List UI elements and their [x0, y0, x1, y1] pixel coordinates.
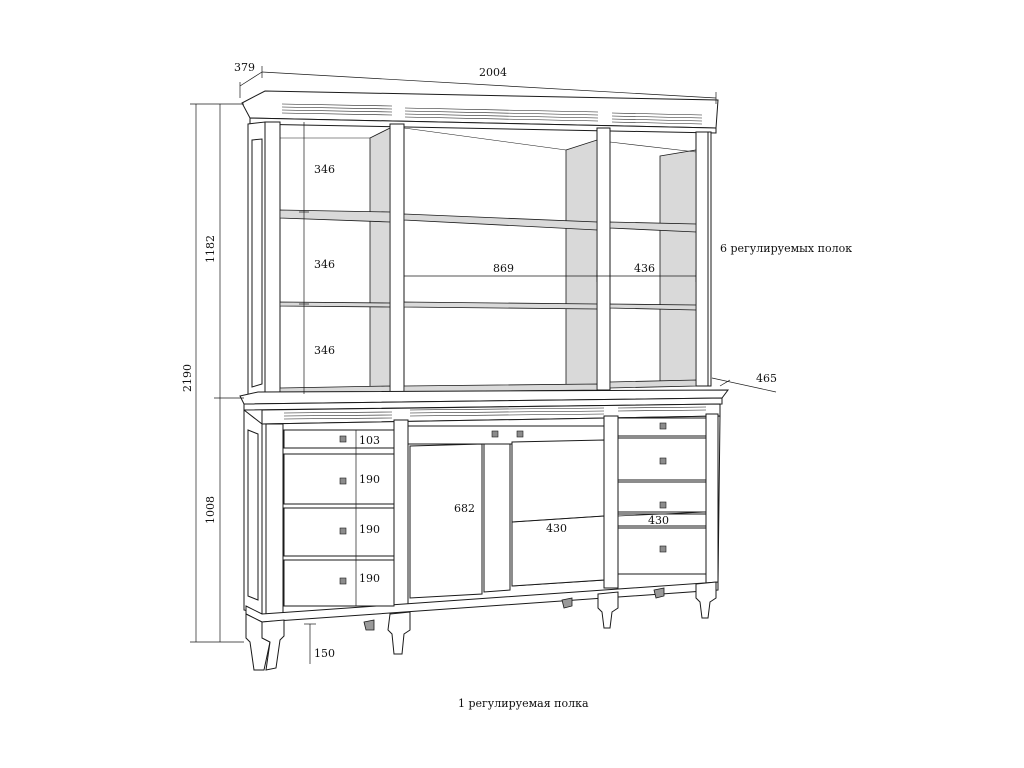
- dim-center-drawer-width: 430: [546, 522, 567, 535]
- dim-drawer-2: 190: [359, 523, 380, 536]
- dim-leg-height: 150: [314, 647, 335, 660]
- dim-total-height: 2190: [181, 364, 194, 392]
- dim-lower-height: 1008: [204, 496, 217, 524]
- dim-center-width: 869: [493, 262, 514, 275]
- drawer-knob: [660, 546, 666, 552]
- drawer-knob: [340, 478, 346, 484]
- upper-center-bay: [404, 128, 597, 392]
- dim-door-height: 682: [454, 502, 475, 515]
- drawer-knob: [340, 528, 346, 534]
- dim-upper-height: 1182: [204, 235, 217, 263]
- lower-left-side-inset: [248, 430, 258, 600]
- upper-post-center-right: [597, 128, 610, 390]
- dim-top-drawer: 103: [359, 434, 380, 447]
- note-lower-shelf: 1 регулируемая полка: [458, 697, 589, 710]
- lower-post-center-left: [394, 420, 408, 606]
- drawer-knob: [340, 436, 346, 442]
- note-upper-shelves: 6 регулируемых полок: [720, 242, 853, 255]
- drawer-knob: [660, 423, 666, 429]
- drawer-knob: [340, 578, 346, 584]
- door-left-stile: [484, 444, 510, 592]
- upper-left-side-inset: [252, 139, 262, 387]
- door-left[interactable]: [410, 444, 482, 598]
- drawer-knob: [660, 458, 666, 464]
- dim-shelf-1: 346: [314, 163, 335, 176]
- upper-left-bay: [280, 128, 390, 394]
- lower-post-right: [706, 414, 718, 584]
- lower-post-center-right: [604, 416, 618, 588]
- upper-post-left: [265, 122, 280, 394]
- upper-post-right: [696, 132, 708, 386]
- dim-drawer-3: 190: [359, 572, 380, 585]
- door-knob: [492, 431, 498, 437]
- dim-depth-top: 379: [234, 61, 255, 74]
- drawer-knob: [660, 502, 666, 508]
- dim-right-width: 436: [634, 262, 655, 275]
- dim-drawer-1: 190: [359, 473, 380, 486]
- dim-total-width: 2004: [479, 66, 507, 79]
- right-drawer-stack: [618, 418, 706, 574]
- door-knob: [517, 431, 523, 437]
- lower-post-left: [266, 424, 283, 614]
- dim-shelf-3: 346: [314, 344, 335, 357]
- upper-right-edge: [708, 132, 711, 386]
- dim-depth-bottom: 465: [756, 372, 777, 385]
- upper-post-center-left: [390, 124, 404, 392]
- dim-shelf-2: 346: [314, 258, 335, 271]
- center-doors: [408, 426, 604, 598]
- dim-right-drawer-width: 430: [648, 514, 669, 527]
